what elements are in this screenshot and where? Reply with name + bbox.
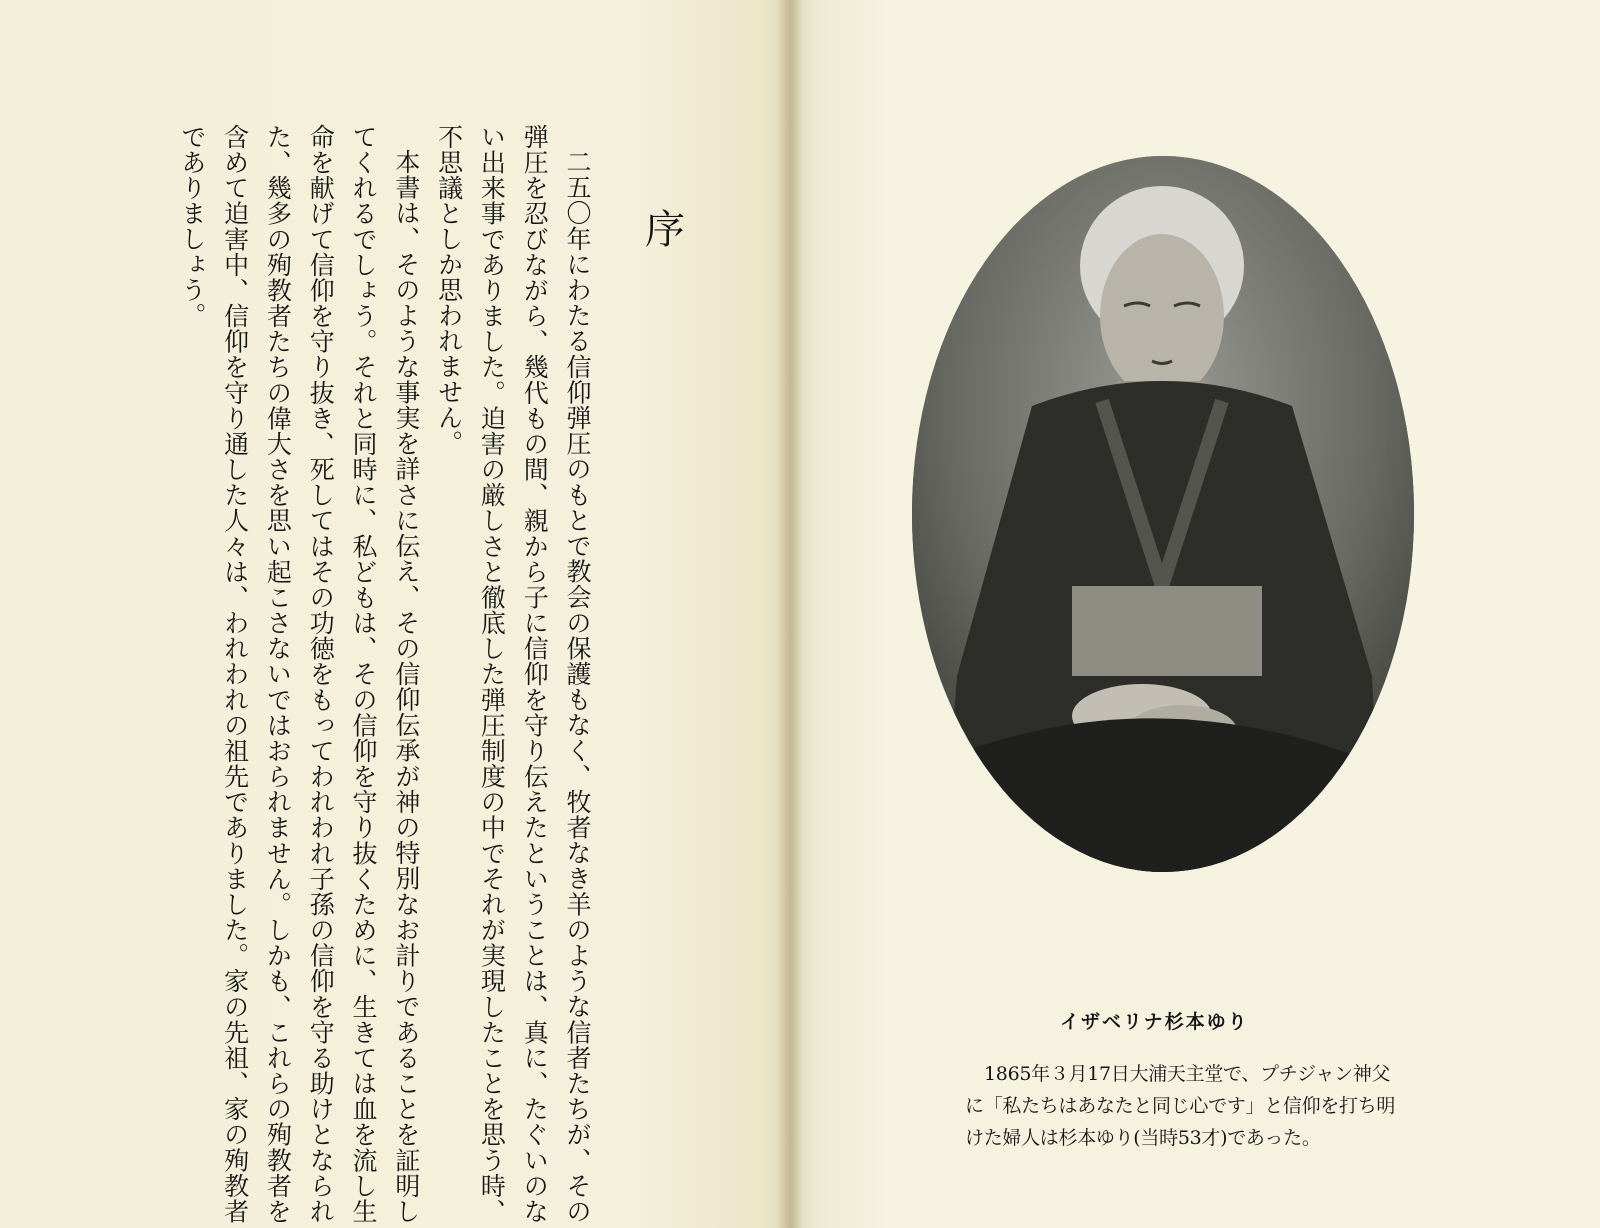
caption-paragraph: 1865年３月17日大浦天主堂で、プチジャン神父に「私たちはあなたと同じ心です」と信仰を打ち明けた婦人は杉本ゆり(当時53才)であった。 [965, 1063, 1396, 1149]
preface-body [170, 124, 598, 1224]
preface-paragraph-1: 二五〇年にわたる信仰弾圧のもとで教会の保護もなく、牧者なき羊のような信者たちが、その弾圧を忍びながら、幾代もの間、親から子に信仰を守り伝えたということは、真に、たぐいのない出来事でありました。迫害の厳しさと徹底した弾圧制度の中でそれが実現したことを思う時、不思議としか思われません。 [434, 124, 592, 1224]
book-gutter [778, 0, 802, 1228]
left-page [0, 0, 790, 1228]
portrait-figure [912, 156, 1414, 872]
caption-text [965, 1058, 1405, 1154]
portrait-photo [912, 156, 1414, 872]
preface-title: 序 [645, 207, 685, 253]
caption-title: イザベリナ杉本ゆり [1060, 1011, 1249, 1033]
preface-paragraph-2: 本書は、そのような事実を詳さに伝え、その信仰伝承が神の特別なお計りであることを証明してくれるでしょう。それと同時に、私どもは、その信仰を守り抜くために、生きては血を流し生命を献げて信仰を守り抜き、死してはその功徳をもってわれわれ子孫の信仰を守る助けとなられた、幾多の殉教者たちの偉大さを思い起こさないではおられません。しかも、これらの殉教者を含めて迫害中、信仰を守り通した人々は、われわれの祖先でありました。家の先祖、家の殉教者でありましょう。 [177, 124, 421, 1224]
